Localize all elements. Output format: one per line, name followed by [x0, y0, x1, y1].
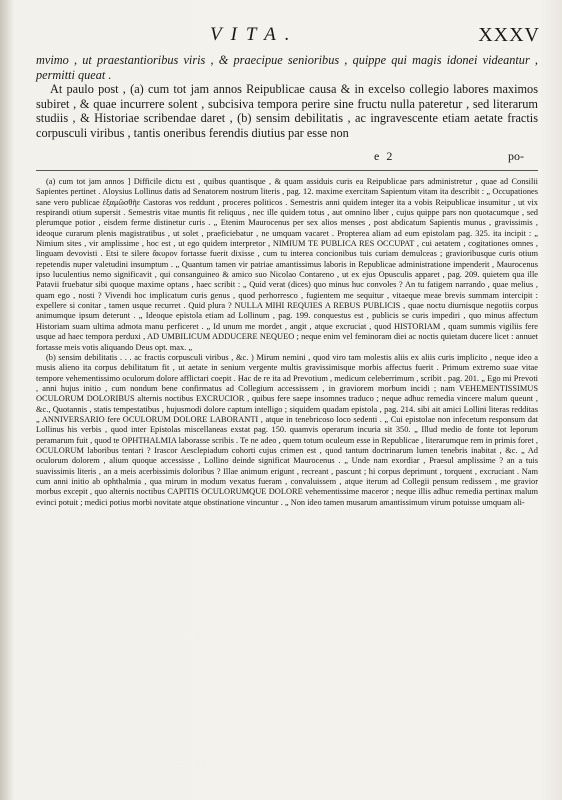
footnotes — [36, 177, 538, 508]
main-text — [36, 53, 538, 141]
footnote-b: (b) sensim debilitatis . . . ac fractis corpusculi viribus , &c. ) Mirum nemini , quod viro tam molestis aliis ex aliis curis implicito , neque ideo a musis alieno ita corpus debilitatum fit , ut aetate in senium vergente multis gravissimisque morbis affectus fuerit . Primum extremo suae vitae tempore vehementissimo oculorum dolore afflictari coepit . Hac de re ita ad Prevotium , medicum celeberrimum , scribit . pag. 201. „ Ego mi Prevoti , anni hujus initio , cum nondum bene confirmatus ad Collegium accessissem , in graviorem morbum incidi ; nam VEHEMENTISSIMUS OCULORUM DOLORIBUS alternis noctibus EXCRUCIOR , quibus fere saepe insomnes traduco ; neque adhuc remedia vincere malum queunt , &c., Quotannis , statis tempestatibus , hujusmodi dolore captum intelligo ; siquidem quadam epistola , pag. 214. sibi ait amici Lollini literas redditas „ ANNIVERSARIO fere OCULORUM DOLORE LABORANTI , atque in tenebricoso loco sedenti . „ Cui epistolae non infecetum responsum dat Lollinus his verbis , quod inter Epistolas miscellaneas exstat pag. 150. quamvis operarum incuria sit 350. „ Illud medio de fonte tot leporum peramarum fuit , quod te OPHTHALMIA laborasse scribis . Te ne adeo , quem totum oculeum esse in Republicae , literarumque rem in primis foret , OCULORUM laboribus tentari ? Irascor Aesclepiadum cohorti cujus crimen est , quod tantum doctrinarum lumen tenebris inabitat , &c. „ Ad oculorum dolorem , alium quoque accessisse , Lollino deinde significat Maurocenus . „ Unde nam exordiar , Praesul amplissime ? an a tuis suavissimis literis , an a meis acerbissimis doloribus ? Illae animum erigunt , recreant , pascunt ; hi corpus deprimunt , torquent , excruciant . Nam cum anni initio ab ophthalmia , qua mirum in modum vexatus fueram , convaluissem , atque iterum ad Collegii pensum redissem , me gravior morbus excepit , quo alternis noctibus CAPITIS OCULORUMQUE DOLORE vehementissime maceror ; neque illis adhuc remedia pertinax malum evinci potuit ; medici potius morbi novitate atque obstinatione vincuntur . „ Non ideo tamen musarum amantissimum virum potuisse umquam ali- — [36, 352, 538, 507]
gutter-shadow — [0, 0, 14, 800]
page-header — [0, 24, 562, 48]
catchword: po- — [508, 149, 524, 163]
footnote-a: (a) cum tot jam annos ] Difficile dictu est , quibus quantisque , & quam assiduis curis ea Reipublicae pars administretur , quae ad Consilii Sapientes pertinet . Aloysius Lollinus datis ad Senatorem nostrum literis , pag. 12. maxime exercitam Sapientum vitam ita describit : „ Occupationes sane vero publicae ἐξαμῶσθῆε Castoras vos reddunt , proceres politicos . Semestris anni quidem integer ita a vobis Reipublicae insumitur , ut vix respirandi otium supersit . Semestris vitae muntis fit reliquus , nec ille quidem totus , aut omnino liber , cujus quippe pars non quotacumque , sed plerumque potior , eisdem ferme distinetur curis . „ Etenim Maurocenus per sex alios menses , post abdicatum Sapientis munus , gravissimis , ideoque curarum plenis magistratibus , ut solet , praeficiebatur , ne umquam vacaret . Propterea aliam ad eum epistolam pag. 325. ita incipit : „ Nimium sites , vir amplissime , hoc est , ut ego quidem interpretor , NIMIUM TE PUBLICA RES OCCUPAT , cui aetatem , cogitationes omnes , linguam devovisti . Etsi te silere ἄκυρον fortasse fuerit dixisse , cum tu interea concionibus tuis curiam demulceas ; gravioribusque curis otium repetendis nuper valetudini insumptum . „ Quantum tamen vir patriae amantissimus laboris in Republicae administratione impenderit , Maurocenus ipso luculentius nemo significavit , qui consanguineo & amico suo Nicolao Contareno , ut ex ejus Opusculis apparet , pag. 209. quietem qua ille Patavii fruebatur sibi quoque maxime optans , haec scribit : „ Quid verat (dices) quo minus huc convoles ? An tu fatigem narrando , quae melius , quam ego , nosti ? Vivendi hoc implicatum curis genus , quod perhorresco , fugientem me sequitur , vitaeque meae brevis summam intercipit : expellere si conitar , tamen usque recurret . Quid plura ? NULLA MIHI REQUIES A REBUS PUBLICIS , quae noctu diurnisque negotiis corpus animumque ipsum deterunt . „ Ideoque epistola etiam ad Lollinum , pag. 199. conquestus est , publicis se curis impediri , quo minus affectum Historiam suam ultima admota manu perficeret . „ Id unum me mordet , angit , atque excruciat , quod HISTORIAM , quam summis vigiliis fere usque ad haec tempora perduxi , AD UMBILICUM ADDUCERE NEQUEO ; neque enim vel feminoram diei ac noctis quietam ducere licet : annuet fortasse meis votis aliquando Deus opt. max. „ — [36, 177, 538, 352]
main-paragraph: At paulo post , (a) cum tot jam annos Reipublicae causa & in excelso collegio labores maximos subiret , & quae incurrere solent , subcisiva tempora perire sine fructu nulla pateretur , sed literarum studiis , & Historiae scribendae daret , (b) sensim debilitatis , ac ingravescente etiam aetate fractis corpusculi viribus , tantis oneribus ferendis diutius par esse non — [36, 82, 538, 140]
running-title: VITA. — [210, 24, 299, 45]
continued-sentence: mvimo , ut praestantioribus viris , & praecipue senioribus , quippe qui magis idonei videantur , permitti queat . — [36, 53, 538, 82]
page-number: XXXV — [478, 24, 540, 46]
notes-divider — [36, 170, 538, 171]
printer-signature: e 2 — [374, 149, 395, 163]
signature-line — [36, 149, 538, 163]
